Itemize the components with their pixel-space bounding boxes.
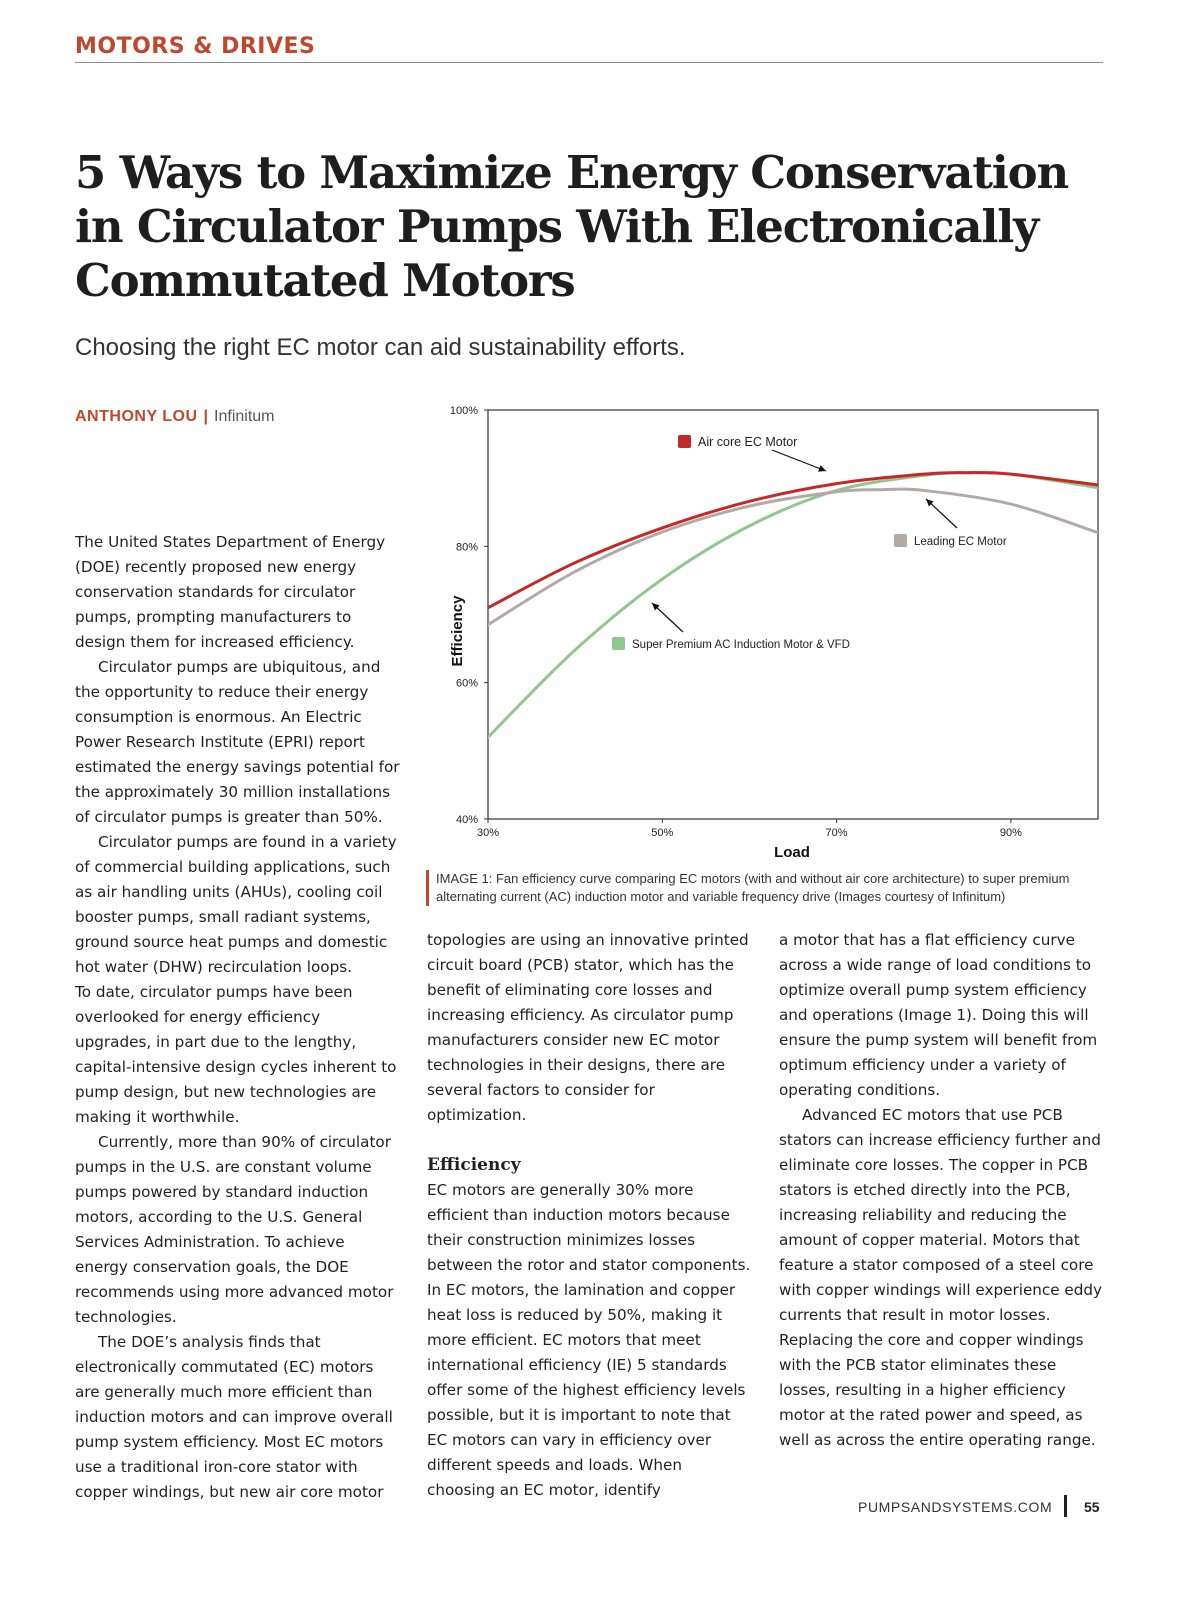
body-column-1: [75, 530, 400, 1505]
x-tick-label: 70%: [825, 827, 848, 839]
legend-ac-induction-vfd-label: Super Premium AC Induction Motor & VFD: [632, 639, 850, 651]
y-tick-label: 100%: [449, 405, 478, 417]
paragraph: The United States Department of Energy (DOE) recently proposed new energy conservation standards for circulator pumps, prompting manufacturers to design them for increased efficiency.: [75, 533, 386, 651]
paragraph: The DOE’s analysis finds that electronically commutated (EC) motors are generally much more efficient than induction motors and can improve overall pump system efficiency. Most EC motors use a traditional iron-core stator with copper windings, but new air core motor: [75, 1333, 393, 1501]
legend-ac-induction-vfd-swatch: [612, 637, 625, 650]
y-tick-label: 80%: [455, 541, 478, 554]
efficiency-chart: [420, 398, 1110, 868]
page-number: 55: [1084, 1499, 1100, 1515]
annotation-arrow-line: [772, 450, 826, 471]
body-column-3: [779, 928, 1104, 1453]
byline-separator: |: [203, 408, 209, 425]
legend-leading-ec-label: Leading EC Motor: [914, 536, 1007, 548]
plot-area: [450, 405, 1098, 839]
plot-frame: [488, 410, 1098, 819]
paragraph: Advanced EC motors that use PCB stators can increase efficiency further and eliminate core losses. The copper in PCB stators is etched directly into the PCB, increasing reliability and reducing the amount of copper material. Motors that feature a stator composed of a steel core with copper windings will experience eddy currents that result in motor losses. Replacing the core and copper windings with the PCB stator eliminates these losses, resulting in a higher efficiency motor at the rated power and speed, as well as across the entire operating range.: [779, 1106, 1103, 1449]
article-deck: Choosing the right EC motor can aid sustainability efforts.: [75, 334, 686, 361]
byline: [75, 408, 275, 426]
paragraph: To date, circulator pumps have been overlooked for energy efficiency upgrades, in part due to the lengthy, capital-intensive design cycles inherent to pump design, but new technologies are making it worthwhile.: [75, 983, 397, 1126]
paragraph: Currently, more than 90% of circulator pumps in the U.S. are constant volume pumps powered by standard induction motors, according to the U.S. General Services Administration. To achieve energy conservation goals, the DOE recommends using more advanced motor technologies.: [75, 1133, 394, 1326]
y-tick-label: 60%: [455, 677, 478, 690]
y-axis-label: Efficiency: [449, 595, 466, 667]
figure-caption: IMAGE 1: Fan efficiency curve comparing EC motors (with and without air core architecture) to super premium alternating current (AC) induction motor and variable frequency drive (Images courtesy of Infinitum): [426, 870, 1116, 906]
series-leading-ec-line: [488, 489, 1098, 625]
paragraph: Circulator pumps are found in a variety of commercial building applications, such as air handling units (AHUs), cooling coil booster pumps, small radiant systems, ground source heat pumps and domestic hot water (DHW) recirculation loops.: [75, 833, 397, 976]
x-tick-label: 50%: [651, 827, 674, 839]
paragraph: topologies are using an innovative printed circuit board (PCB) stator, which has the benefit of eliminating core losses and increasing efficiency. As circulator pump manufacturers consider new EC motor technologies in their designs, there are several factors to consider for optimization.: [427, 931, 749, 1124]
legend-air-core-ec-label: Air core EC Motor: [698, 435, 798, 449]
legend-air-core-ec-swatch: [678, 435, 691, 448]
y-tick-label: 40%: [455, 814, 478, 826]
section-label: MOTORS & DRIVES: [75, 34, 316, 59]
x-axis-label: Load: [774, 844, 810, 861]
paragraph: EC motors are generally 30% more efficient than induction motors because their construction minimizes losses between the rotor and stator components. In EC motors, the lamination and copper heat loss is reduced by 50%, making it more efficient. EC motors that meet international efficiency (IE) 5 standards offer some of the highest efficiency levels possible, but it is important to note that EC motors can vary in efficiency over different speeds and loads. When choosing an EC motor, identify: [427, 1181, 751, 1499]
legend-leading-ec-swatch: [894, 534, 907, 547]
paragraph: Circulator pumps are ubiquitous, and the opportunity to reduce their energy consumption is enormous. An Electric Power Research Institute (EPRI) report estimated the energy savings potential for the approximately 30 million installations of circulator pumps is greater than 50%.: [75, 658, 400, 826]
x-tick-label: 30%: [476, 827, 500, 839]
x-tick-label: 90%: [999, 827, 1022, 839]
subheading-efficiency: Efficiency: [427, 1155, 521, 1175]
section-divider: [75, 62, 1103, 63]
paragraph: a motor that has a flat efficiency curve across a wide range of load conditions to optimize overall pump system efficiency and operations (Image 1). Doing this will ensure the pump system will benefit from optimum efficiency under a variety of operating conditions.: [779, 931, 1098, 1099]
author-company: Infinitum: [214, 408, 275, 425]
article-headline: 5 Ways to Maximize Energy Conservation in Circulator Pumps With Electronically Commutated Motors: [75, 146, 1069, 307]
body-column-2: [427, 928, 752, 1503]
author-name: ANTHONY LOU: [75, 408, 198, 425]
series-ac-induction-vfd-line: [488, 472, 1098, 737]
footer-divider: [1064, 1495, 1067, 1517]
footer-site: PUMPSANDSYSTEMS.COM: [858, 1499, 1053, 1515]
